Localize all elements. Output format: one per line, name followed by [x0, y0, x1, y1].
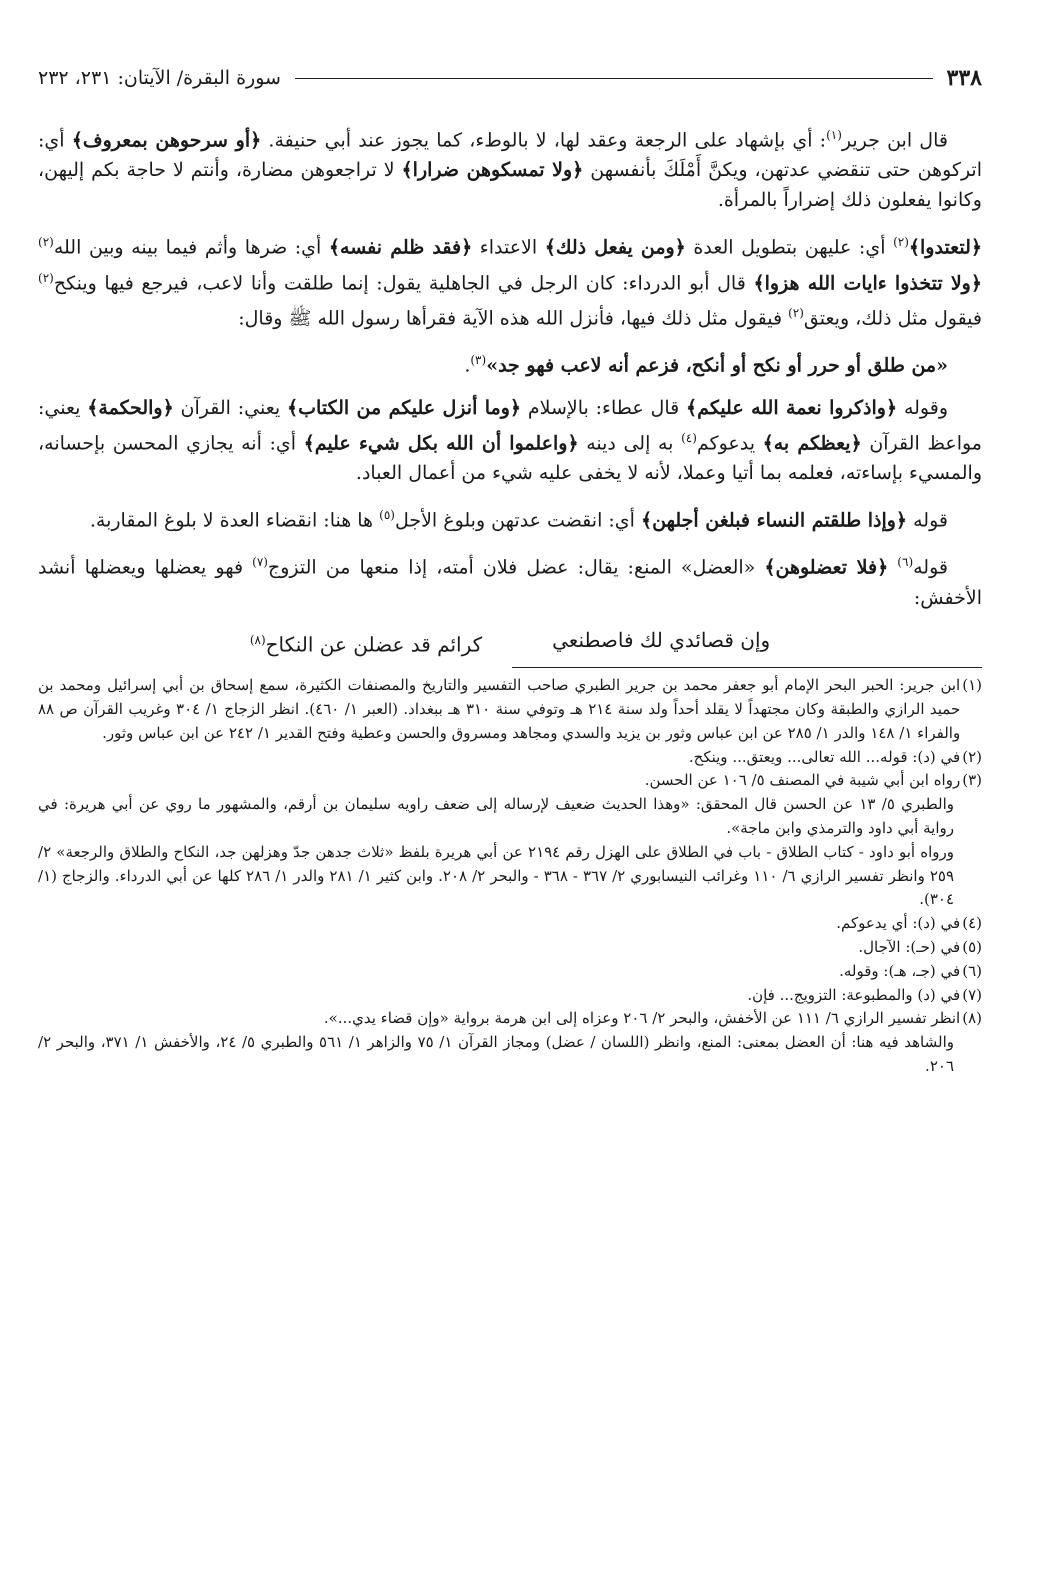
quran-quote: ﴿لتعتدوا﴾ — [908, 236, 983, 259]
paragraph-1: قال ابن جرير$^{(١)}$: أي بإشهاد على الرجعة وعقد لها، لا بالوطء، كما يجوز عند أبي حنيفة. ﴿أو سرحوهن بمعروف﴾ أي: اتركوهن حتى تنقضي عدتهن، ويكنَّ أَمْلَكَ بأنفسهن ﴿ولا تمسكوهن ضرارا﴾ لا تراجعوهن مضارة، وأنتم لا حاجة بكم إليهن، وكانوا يفعلون ذلك إضراراً بالمرأة. — [38, 128, 982, 212]
verse-first-hemistich: وإن قصائدي لك فاصطنعي — [552, 627, 771, 652]
quran-quote: ﴿ولا تمسكوهن ضرارا﴾ — [401, 159, 584, 182]
paragraph-6: قوله$^{(٦)}$ ﴿فلا تعضلوهن﴾ «العضل» المنع: يقال: عضل فلان أمته، إذا منعها من التزوج$^{(٧)}$ فهو يعضلها ويعضلها أنشد الأخفش: — [38, 555, 982, 609]
main-text — [38, 120, 982, 659]
poetry-verse — [38, 625, 982, 660]
quran-quote: ﴿ومن يفعل ذلك﴾ — [544, 236, 686, 259]
footnote-ref: (٢) — [893, 235, 909, 250]
footnote-ref: (٦) — [897, 555, 914, 570]
footnotes — [38, 674, 982, 1079]
footnote-ref: (٥) — [379, 507, 395, 522]
running-title: سورة البقرة/ الآيتان: ٢٣١، ٢٣٢ — [38, 67, 281, 89]
footnote-divider — [512, 667, 982, 668]
hadith-quote: «من طلق أو حرر أو نكح أو أنكح، فزعم أنه لاعب فهو جد»$^{(٣)}$. — [464, 353, 948, 377]
quran-quote: ﴿وما أنزل عليكم من الكتاب﴾ — [287, 396, 522, 419]
footnote-3: (٣) رواه ابن أبي شيبة في المصنف ٥/ ١٠٦ عن الحسن. — [644, 771, 982, 790]
quran-quote: ﴿واذكروا نعمة الله عليكم﴾ — [686, 396, 898, 419]
quran-quote: ﴿أو سرحوهن بمعروف﴾ — [71, 129, 262, 152]
footnote-3-continued: ورواه أبو داود - كتاب الطلاق - باب في الطلاق على الهزل رقم ٢١٩٤ عن أبي هريرة بلفظ «ثلاث جدهن جدّ وهزلهن جد، النكاح والطلاق والرجعة» ٢/ ٢٥٩ وانظر تفسير الرازي ٦/ ١١٠ وغرائب النيسابوري ٢/ ٣٦٧ - ٣٦٨ - والبحر ٢/ ٢٠٨. وابن كثير ١/ ٢٨١ والدر ١/ ٢٨٦ كلها عن أبي الدرداء. والزجاج (١/ ٣٠٤). — [38, 842, 954, 909]
footnote-8: (٨) انظر تفسير الرازي ٦/ ١١١ عن الأخفش، والبحر ٢/ ٢٠٦ وعزاه إلى ابن هرمة برواية «وإن قضاء يدي...». — [323, 1009, 982, 1028]
page-header — [38, 58, 982, 98]
footnote-4: (٤) في (د): أي يدعوكم. — [836, 914, 982, 933]
footnote-ref: (٤) — [681, 430, 697, 445]
footnote-7: (٧) في (د) والمطبوعة: التزويج... فإن. — [747, 985, 982, 1004]
verse-second-hemistich: كرائم قد عضلن عن النكاح$^{(٨)}$ — [249, 632, 483, 657]
footnote-ref: (١) — [826, 128, 842, 142]
footnote-6: (٦) في (جـ، هـ): وقوله. — [839, 961, 982, 980]
footnote-ref: (٧) — [252, 555, 268, 570]
paragraph-2: ﴿لتعتدوا﴾$^{(٢)}$ أي: عليهن بتطويل العدة ﴿ومن يفعل ذلك﴾ الاعتداء ﴿فقد ظلم نفسه﴾ أي: ضرها وأثم فيما بينه وبين الله$^{(٢)}$ ﴿ولا تتخذوا ءايات الله هزوا﴾ قال أبو الدرداء: كان الرجل في الجاهلية يقول: إنما طلقت وأنا لاعب، فيرجع فيها وينكح$^{(٢)}$ فيقول مثل ذلك، ويعتق$^{(٢)}$ فيقول مثل ذلك فيها، فأنزل الله هذه الآية فقرأها رسول الله ﷺ وقال: — [38, 235, 983, 330]
page-number: ٣٣٨ — [946, 65, 982, 91]
quran-quote: ﴿ولا تتخذوا ءايات الله هزوا﴾ — [753, 271, 982, 294]
footnote-ref: (٢) — [788, 305, 804, 320]
quran-quote: ﴿واعلموا أن الله بكل شيء عليم﴾ — [303, 431, 579, 454]
header-rule — [295, 78, 933, 79]
quran-quote: ﴿فلا تعضلوهن﴾ — [764, 556, 889, 579]
footnote-1: (١) ابن جرير: الحبر البحر الإمام أبو جعفر محمد بن جرير الطبري صاحب التفسير والتاريخ والمصنفات الكثيرة، سمع إسحاق بن أبي إسرائيل ومحمد بن حميد الرازي والطبقة وكان مجتهداً لا يقلد أحداً ولد سنة ٢١٤ هـ وتوفي سنة ٣١٠ هـ ببغداد. (العبر ١/ ٤٦٠). انظر الزجاج ١/ ٣٠٤ وغريب القرآن ص ٨٨ والفراء ١/ ١٤٨ والدر ١/ ٢٨٥ عن ابن عباس وثور بن يزيد والسدي ومجاهد ومسروق والحسن وعطية وفتح القدير ١/ ٢٤٢ عن ابن عباس وثور. — [38, 676, 982, 742]
footnote-ref: (٢) — [38, 270, 54, 285]
quran-quote: ﴿يعظكم به﴾ — [762, 431, 862, 454]
footnote-8-continued: والشاهد فيه هنا: أن العضل بمعنى: المنع، وانظر (اللسان / عضل) ومجاز القرآن ١/ ٧٥ والزاهر ١/ ٥٦١ والطبري ٥/ ٢٤، والأخفش ١/ ٣٧١، والبحر ٢/ ٢٠٦. — [38, 1033, 954, 1076]
footnote-ref: (٢) — [38, 235, 54, 250]
footnote-ref: (٨) — [249, 632, 266, 647]
footnote-ref: (٣) — [470, 353, 487, 368]
paragraph-4: وقوله ﴿واذكروا نعمة الله عليكم﴾ قال عطاء: بالإسلام ﴿وما أنزل عليكم من الكتاب﴾ يعني: القرآن ﴿والحكمة﴾ يعني: مواعظ القرآن ﴿يعظكم به﴾ يدعوكم$^{(٤)}$ به إلى دينه ﴿واعلموا أن الله بكل شيء عليم﴾ أي: أنه يجازي المحسن بإحسانه، والمسيء بإساءته، فعلمه بما أتيا وعملا، لأنه لا يخفى عليه شيء من أعمال العباد. — [38, 396, 982, 484]
footnote-5: (٥) في (حـ): الآجال. — [858, 938, 982, 957]
quran-quote: ﴿وإذا طلقتم النساء فبلغن أجلهن﴾ — [641, 509, 908, 532]
paragraph-5: قوله ﴿وإذا طلقتم النساء فبلغن أجلهن﴾ أي: انقضت عدتهن وبلوغ الأجل$^{(٥)}$ ها هنا: انقضاء العدة لا بلوغ المقاربة. — [89, 507, 948, 532]
footnote-3-continued: والطبري ٥/ ١٣ عن الحسن قال المحقق: «وهذا الحديث ضعيف لإرساله إلى ضعف راويه سليمان بن أرقم، والمشهور ما روي عن أبي هريرة: في رواية أبي داود والترمذي وابن ماجة». — [38, 795, 954, 838]
quran-quote: ﴿فقد ظلم نفسه﴾ — [328, 236, 473, 259]
footnote-2: (٢) في (د): قوله... الله تعالى... ويعتق... وينكح. — [688, 747, 982, 766]
quran-quote: ﴿والحكمة﴾ — [87, 396, 174, 419]
